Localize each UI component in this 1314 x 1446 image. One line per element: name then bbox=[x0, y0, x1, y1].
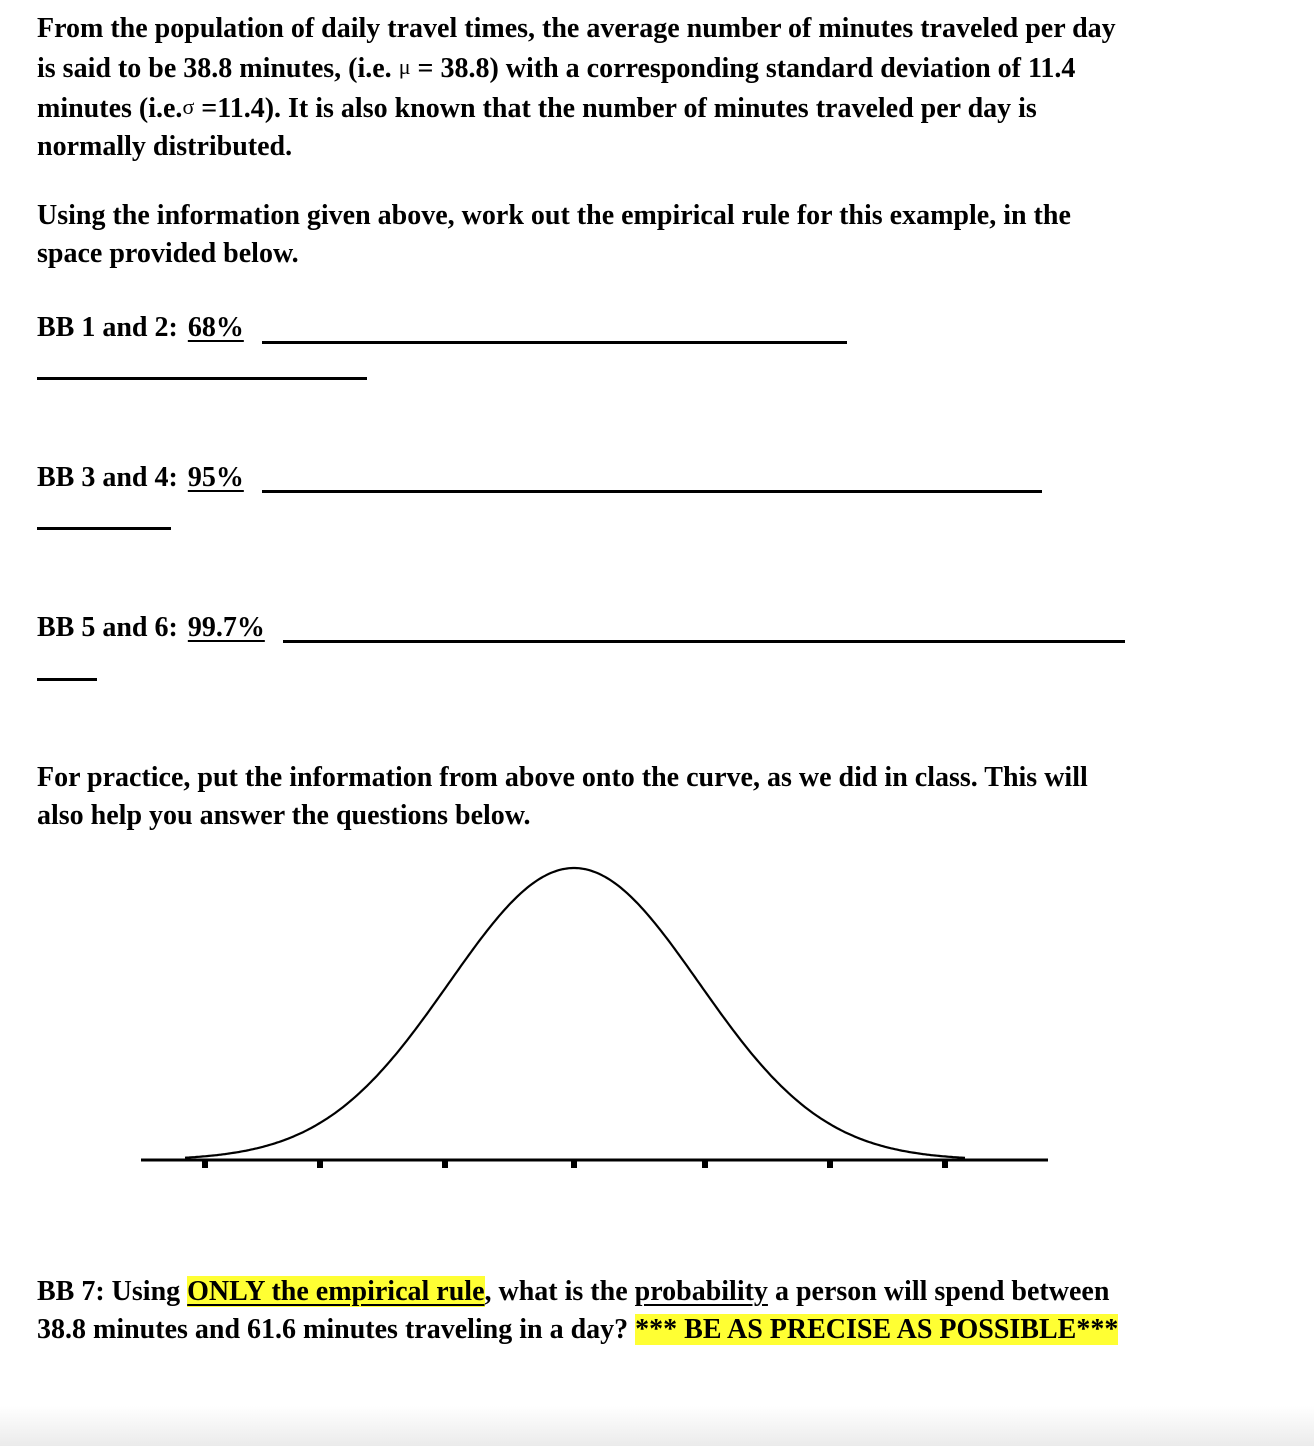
bb-3-4-label: BB 3 and 4: bbox=[37, 462, 178, 493]
question-line-1: BB 7: Using ONLY the empirical rule, what is the probability a person will spend between bbox=[37, 1276, 1110, 1307]
practice-line-2: also help you answer the questions below. bbox=[37, 800, 531, 831]
mu-symbol: μ bbox=[398, 54, 411, 79]
bb-row-1-2 bbox=[37, 311, 244, 345]
bell-curve bbox=[185, 868, 965, 1158]
question-underlined: probability bbox=[634, 1276, 768, 1307]
instruction-line-2: space provided below. bbox=[37, 238, 299, 269]
bb-1-2-answer-line[interactable] bbox=[262, 341, 847, 344]
sigma-symbol: σ bbox=[182, 94, 195, 119]
bb-row-3-4 bbox=[37, 461, 244, 495]
bb-5-6-value[interactable]: 99.7% bbox=[187, 612, 265, 643]
practice-paragraph bbox=[37, 759, 1088, 835]
axis-tick bbox=[571, 1161, 577, 1168]
bb-3-4-answer-line[interactable] bbox=[262, 490, 1042, 493]
question-line-2: 38.8 minutes and 61.6 minutes traveling in a day? *** BE AS PRECISE AS POSSIBLE*** bbox=[37, 1314, 1119, 1345]
bb-5-6-answer-line-2[interactable] bbox=[37, 678, 97, 681]
instruction-line-1: Using the information given above, work out the empirical rule for this example, in the bbox=[37, 200, 1071, 231]
question-highlight: ONLY the empirical rule bbox=[187, 1276, 485, 1307]
normal-curve-figure[interactable] bbox=[0, 850, 1314, 1190]
intro-paragraph bbox=[37, 10, 1116, 166]
practice-line-1: For practice, put the information from above onto the curve, as we did in class. This will bbox=[37, 762, 1088, 793]
bb-5-6-label: BB 5 and 6: bbox=[37, 612, 178, 643]
bb-1-2-answer-line-2[interactable] bbox=[37, 377, 367, 380]
intro-line-2: is said to be 38.8 minutes, (i.e. μ = 38.8) with a corresponding standard deviation of 11.4 bbox=[37, 53, 1076, 84]
instruction-paragraph bbox=[37, 197, 1071, 273]
axis-ticks bbox=[202, 1161, 948, 1168]
page-bottom-shade bbox=[0, 1406, 1314, 1446]
axis-tick bbox=[442, 1161, 448, 1168]
bb-3-4-value[interactable]: 95% bbox=[187, 462, 244, 493]
bb-1-2-value[interactable]: 68% bbox=[187, 312, 244, 343]
axis-tick bbox=[942, 1161, 948, 1168]
question-bb7 bbox=[37, 1273, 1118, 1349]
axis-tick bbox=[317, 1161, 323, 1168]
bb-row-5-6 bbox=[37, 611, 265, 645]
axis-tick bbox=[827, 1161, 833, 1168]
intro-line-4: normally distributed. bbox=[37, 131, 293, 162]
intro-line-3: minutes (i.e.σ =11.4). It is also known that the number of minutes traveled per day is bbox=[37, 93, 1037, 124]
intro-line-1: From the population of daily travel times, the average number of minutes traveled per day bbox=[37, 13, 1116, 44]
bb-3-4-answer-line-2[interactable] bbox=[37, 527, 171, 530]
axis-tick bbox=[202, 1161, 208, 1168]
question-precise-note: *** BE AS PRECISE AS POSSIBLE*** bbox=[635, 1314, 1119, 1345]
bb-1-2-label: BB 1 and 2: bbox=[37, 312, 178, 343]
bb-5-6-answer-line[interactable] bbox=[283, 640, 1125, 643]
axis-tick bbox=[702, 1161, 708, 1168]
